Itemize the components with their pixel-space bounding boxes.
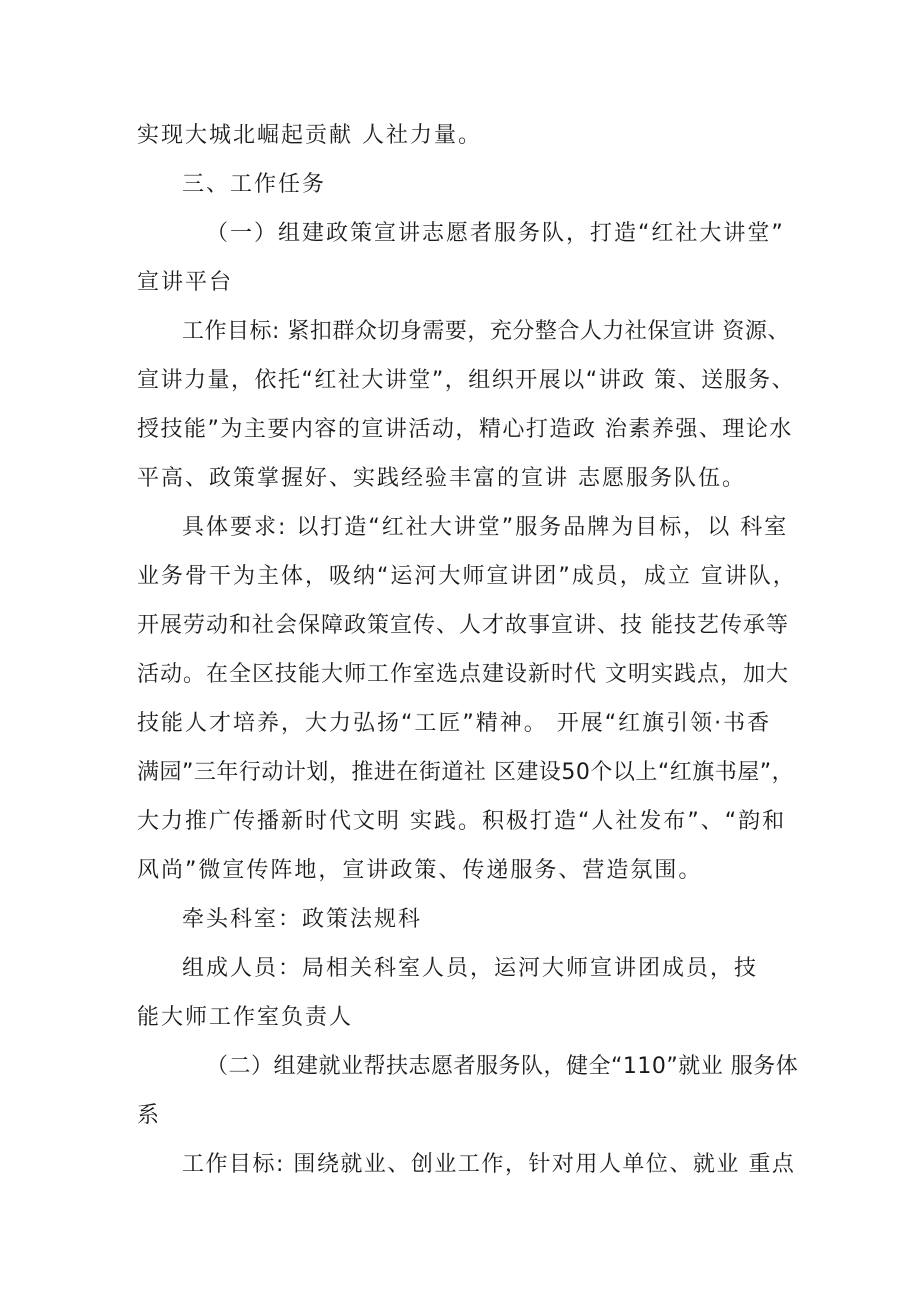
lead-department: 牵头科室：政策法规科 [182,907,423,932]
subsection-heading: 系 [137,1103,162,1128]
text-line: 活动。在全区技能大师工作室选点建设新时代 文明实践点，加大 [137,662,789,687]
subsection-heading: （一）组建政策宣讲志愿者服务队，打造“红社大讲堂” [206,221,785,246]
text-line: 业务骨干为主体，吸纳“运河大师宣讲团”成员，成立 宣讲队， [137,564,797,589]
text-line: 技能人才培养，大力弘扬“工匠”精神。 开展“红旗引领·书香 [137,711,772,736]
text-line: 实现大城北崛起贡献 人社力量。 [137,123,482,148]
text-line: 大力推广传播新时代文明 实践。积极打造“人社发布”、“韵和 [137,809,787,834]
text-line: 满园”三年行动计划，推进在街道社 区建设50个以上“红旗书屋”， [137,760,795,785]
text-line: 宣讲力量，依托“红社大讲堂”，组织开展以“讲政 策、送服务、 [137,368,796,393]
section-heading: 三、工作任务 [182,172,327,197]
text-line: 具体要求: 以打造“红社大讲堂”服务品牌为目标，以 科室 [182,515,789,540]
team-members: 组成人员：局相关科室人员，运河大师宣讲团成员，技 [182,956,759,981]
subsection-heading: （二）组建就业帮扶志愿者服务队，健全“110”就业 服务体 [206,1054,799,1079]
text-line: 工作目标: 紧扣群众切身需要，充分整合人力社保宣讲 资源、 [182,319,790,344]
subsection-heading: 宣讲平台 [137,270,234,295]
text-line: 工作目标: 围绕就业、创业工作，针对用人单位、就业 重点 [182,1152,796,1177]
text-line: 授技能”为主要内容的宣讲活动，精心打造政 治素养强、理论水 [137,417,793,442]
team-members: 能大师工作室负责人 [137,1005,354,1030]
text-line: 开展劳动和社会保障政策宣传、人才故事宣讲、技 能技艺传承等 [137,613,789,638]
text-line: 风尚”微宣传阵地，宣讲政策、传递服务、营造氛围。 [137,858,703,883]
text-line: 平高、政策掌握好、实践经验丰富的宣讲 志愿服务队伍。 [137,466,746,491]
